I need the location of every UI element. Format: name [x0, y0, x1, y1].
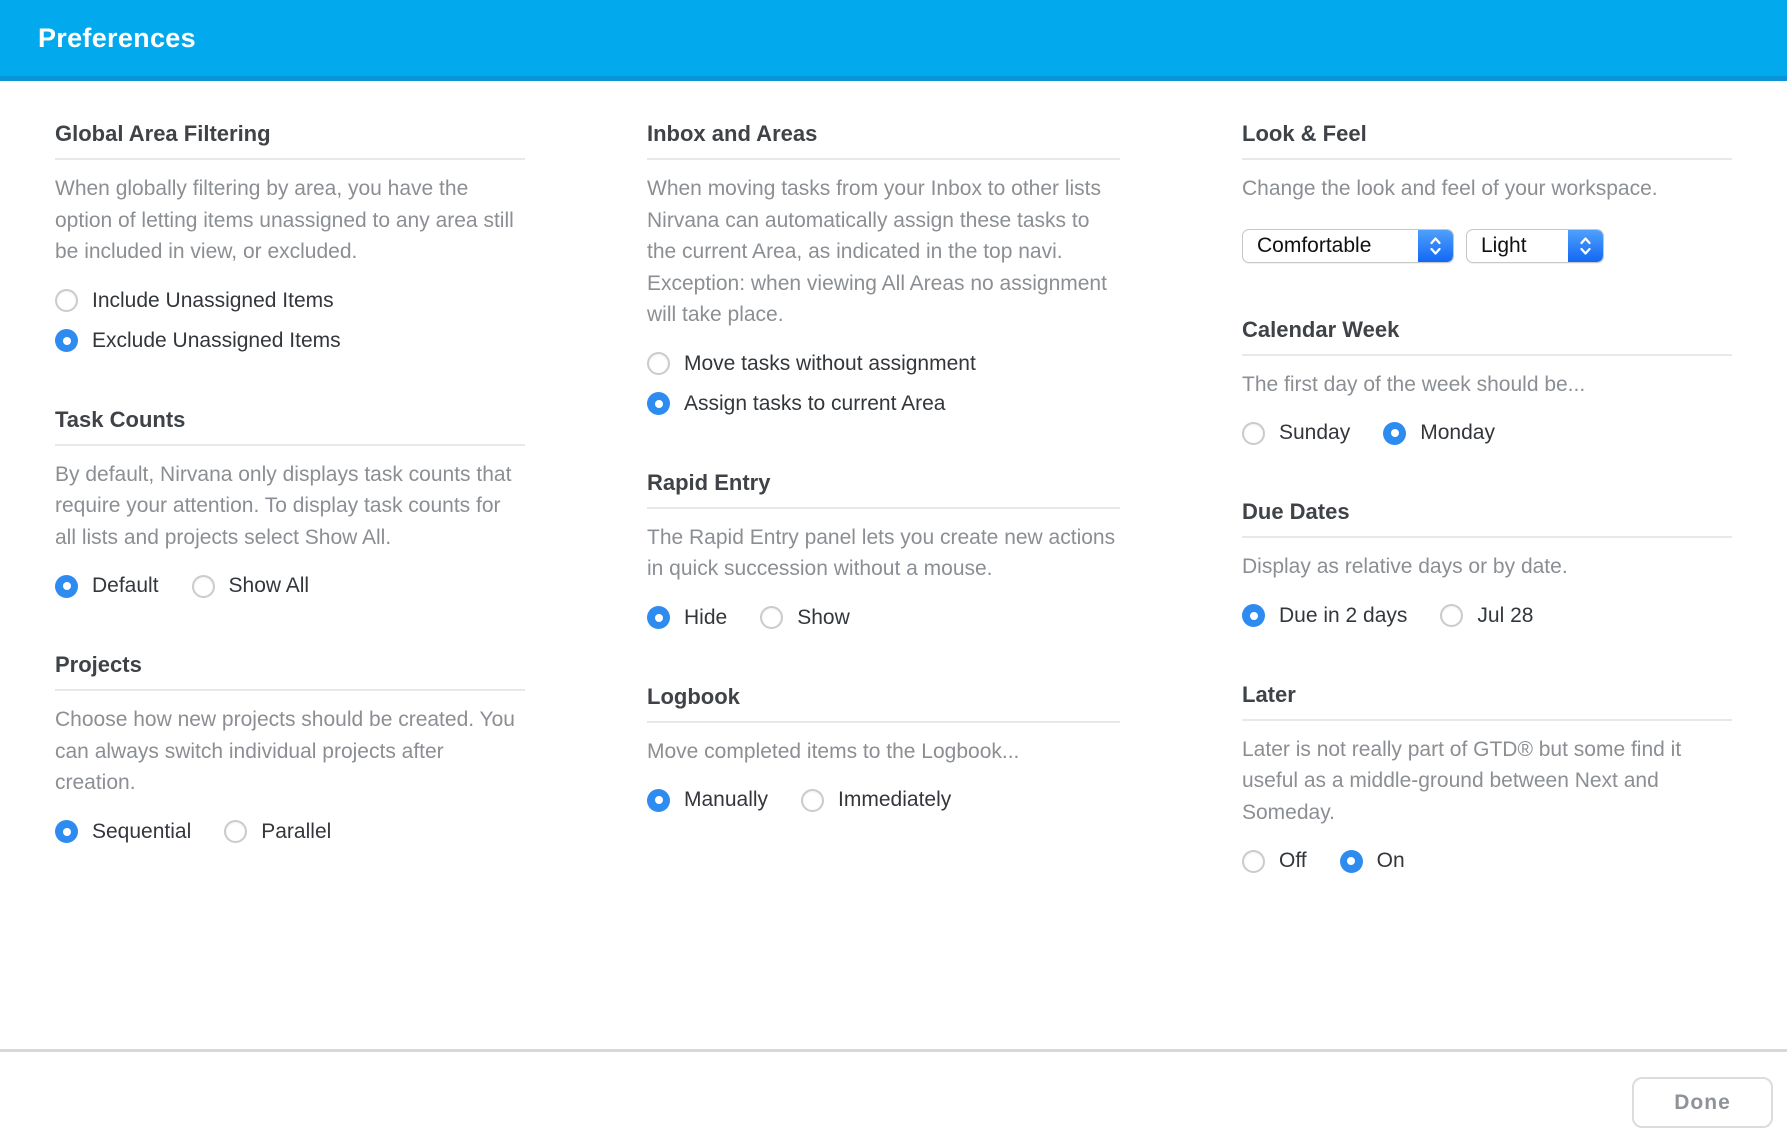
- section-title: Inbox and Areas: [647, 121, 1120, 160]
- radio-label: Parallel: [261, 819, 332, 843]
- section-controls: [647, 606, 1120, 630]
- theme-select[interactable]: [1466, 229, 1604, 263]
- radio-label: Sequential: [92, 819, 192, 843]
- radio-label: Hide: [684, 605, 728, 629]
- select-row: [1242, 229, 1732, 263]
- radio-option-on[interactable]: [1340, 849, 1405, 873]
- density-select[interactable]: [1242, 229, 1454, 263]
- section-inbox-and-areas: [647, 121, 1120, 416]
- radio-selected-icon[interactable]: [1242, 604, 1265, 627]
- preferences-column-1: [55, 121, 525, 1049]
- section-title: Projects: [55, 652, 525, 691]
- section-description: The first day of the week should be...: [1242, 372, 1586, 396]
- radio-label: Manually: [684, 788, 769, 811]
- radio-option-sequential[interactable]: [55, 820, 191, 844]
- radio-label: On: [1376, 849, 1405, 872]
- select-value: Light: [1481, 233, 1527, 257]
- radio-selected-icon[interactable]: [647, 606, 670, 629]
- radio-selected-icon[interactable]: [1340, 850, 1363, 873]
- preferences-content: [0, 81, 1787, 1049]
- section-controls: [1242, 604, 1732, 628]
- section-controls: [55, 574, 525, 598]
- radio-option-hide[interactable]: [647, 606, 727, 630]
- radio-selected-icon[interactable]: [647, 392, 670, 415]
- section-title: Rapid Entry: [647, 470, 1120, 509]
- section-logbook: [647, 684, 1120, 813]
- section-later: [1242, 682, 1732, 874]
- radio-label: Exclude Unassigned Items: [92, 328, 341, 352]
- radio-unselected-icon[interactable]: [1440, 604, 1463, 627]
- section-description: Change the look and feel of your workspace.: [1242, 177, 1658, 200]
- radio-label: Off: [1279, 849, 1307, 872]
- radio-group: [647, 606, 1120, 630]
- radio-label: Default: [92, 574, 159, 597]
- section-controls: [1242, 849, 1732, 873]
- radio-group: [647, 788, 1120, 812]
- radio-label: Assign tasks to current Area: [684, 391, 946, 415]
- radio-option-off[interactable]: [1242, 849, 1307, 873]
- radio-option-due-in-2-days[interactable]: [1242, 604, 1407, 628]
- section-due-dates: [1242, 499, 1732, 628]
- section-controls: [647, 788, 1120, 812]
- section-global-area-filtering: [55, 121, 525, 353]
- radio-option-monday[interactable]: [1383, 421, 1495, 445]
- section-controls: [1242, 229, 1732, 263]
- radio-option-move-tasks-without-assignment[interactable]: [647, 352, 976, 376]
- radio-option-parallel[interactable]: [224, 820, 331, 844]
- radio-label: Monday: [1420, 421, 1495, 444]
- radio-selected-icon[interactable]: [647, 789, 670, 812]
- radio-unselected-icon[interactable]: [55, 289, 78, 312]
- radio-option-include-unassigned-items[interactable]: [55, 289, 334, 313]
- radio-option-exclude-unassigned-items[interactable]: [55, 329, 341, 353]
- radio-unselected-icon[interactable]: [1242, 850, 1265, 873]
- radio-selected-icon[interactable]: [55, 575, 78, 598]
- header-bar: [0, 0, 1787, 81]
- section-description: When globally filtering by area, you have the option of letting items unassigned to any area still be included in view, or excluded.: [55, 177, 514, 263]
- radio-group: [1242, 421, 1732, 445]
- radio-group: [55, 820, 525, 844]
- radio-group: [1242, 604, 1732, 628]
- section-controls: [55, 289, 525, 353]
- section-title: Later: [1242, 682, 1732, 721]
- radio-unselected-icon[interactable]: [760, 606, 783, 629]
- section-title: Global Area Filtering: [55, 121, 525, 160]
- select-stepper[interactable]: [1418, 230, 1453, 262]
- radio-label: Show: [797, 605, 850, 629]
- radio-unselected-icon[interactable]: [801, 789, 824, 812]
- section-description: Choose how new projects should be created. You can always switch individual projects after creation.: [55, 708, 515, 794]
- section-description: By default, Nirvana only displays task counts that require your attention. To display task counts for all lists and projects select Show All.: [55, 462, 512, 549]
- page-title: Preferences: [38, 22, 196, 53]
- chevron-up-down-icon: [1428, 235, 1443, 257]
- radio-option-jul-28[interactable]: [1440, 604, 1533, 628]
- radio-label: Sunday: [1279, 421, 1351, 444]
- section-title: Logbook: [647, 684, 1120, 723]
- section-projects: [55, 652, 525, 844]
- section-description: Display as relative days or by date.: [1242, 555, 1568, 578]
- section-task-counts: [55, 407, 525, 599]
- section-description: Later is not really part of GTD® but some find it useful as a middle-ground between Next and Someday.: [1242, 737, 1682, 824]
- radio-group: [55, 574, 525, 598]
- radio-unselected-icon[interactable]: [1242, 422, 1265, 445]
- radio-label: Immediately: [838, 788, 952, 811]
- radio-option-manually[interactable]: [647, 788, 768, 812]
- select-stepper[interactable]: [1568, 230, 1603, 262]
- radio-unselected-icon[interactable]: [647, 352, 670, 375]
- section-title: Task Counts: [55, 407, 525, 446]
- section-controls: [1242, 421, 1732, 445]
- radio-label: Include Unassigned Items: [92, 288, 334, 312]
- radio-option-show[interactable]: [760, 606, 850, 630]
- section-controls: [55, 820, 525, 844]
- radio-option-assign-tasks-to-current-area[interactable]: [647, 392, 945, 416]
- preferences-column-2: [647, 121, 1120, 1049]
- radio-group: [55, 289, 525, 353]
- section-description: The Rapid Entry panel lets you create new actions in quick succession without a mouse.: [647, 525, 1116, 580]
- radio-selected-icon[interactable]: [1383, 422, 1406, 445]
- radio-label: Due in 2 days: [1279, 603, 1408, 627]
- radio-label: Jul 28: [1477, 603, 1534, 627]
- radio-unselected-icon[interactable]: [224, 820, 247, 843]
- radio-group: [647, 352, 1120, 416]
- section-title: Due Dates: [1242, 499, 1732, 538]
- radio-label: Move tasks without assignment: [684, 351, 976, 375]
- section-controls: [647, 352, 1120, 416]
- select-value: Comfortable: [1257, 233, 1372, 257]
- section-calendar-week: [1242, 317, 1732, 446]
- radio-label: Show All: [228, 574, 310, 597]
- radio-option-sunday[interactable]: [1242, 421, 1350, 445]
- section-description: When moving tasks from your Inbox to other lists Nirvana can automatically assign these tasks to the current Area, as indicated in the top navi. Exception: when viewing All Areas no assignment will take place.: [647, 177, 1107, 326]
- chevron-up-down-icon: [1578, 235, 1593, 257]
- section-description: Move completed items to the Logbook...: [647, 739, 1020, 763]
- radio-option-show-all[interactable]: [192, 574, 310, 598]
- radio-selected-icon[interactable]: [55, 820, 78, 843]
- section-title: Calendar Week: [1242, 317, 1732, 356]
- section-title: Look & Feel: [1242, 121, 1732, 160]
- radio-group: [1242, 849, 1732, 873]
- footer-bar: [0, 1049, 1787, 1146]
- radio-option-default[interactable]: [55, 574, 159, 598]
- section-rapid-entry: [647, 470, 1120, 630]
- done-button[interactable]: Done: [1632, 1077, 1773, 1128]
- radio-option-immediately[interactable]: [801, 788, 951, 812]
- section-look-feel: [1242, 121, 1732, 263]
- preferences-column-3: [1242, 121, 1732, 1049]
- radio-selected-icon[interactable]: [55, 329, 78, 352]
- radio-unselected-icon[interactable]: [192, 575, 215, 598]
